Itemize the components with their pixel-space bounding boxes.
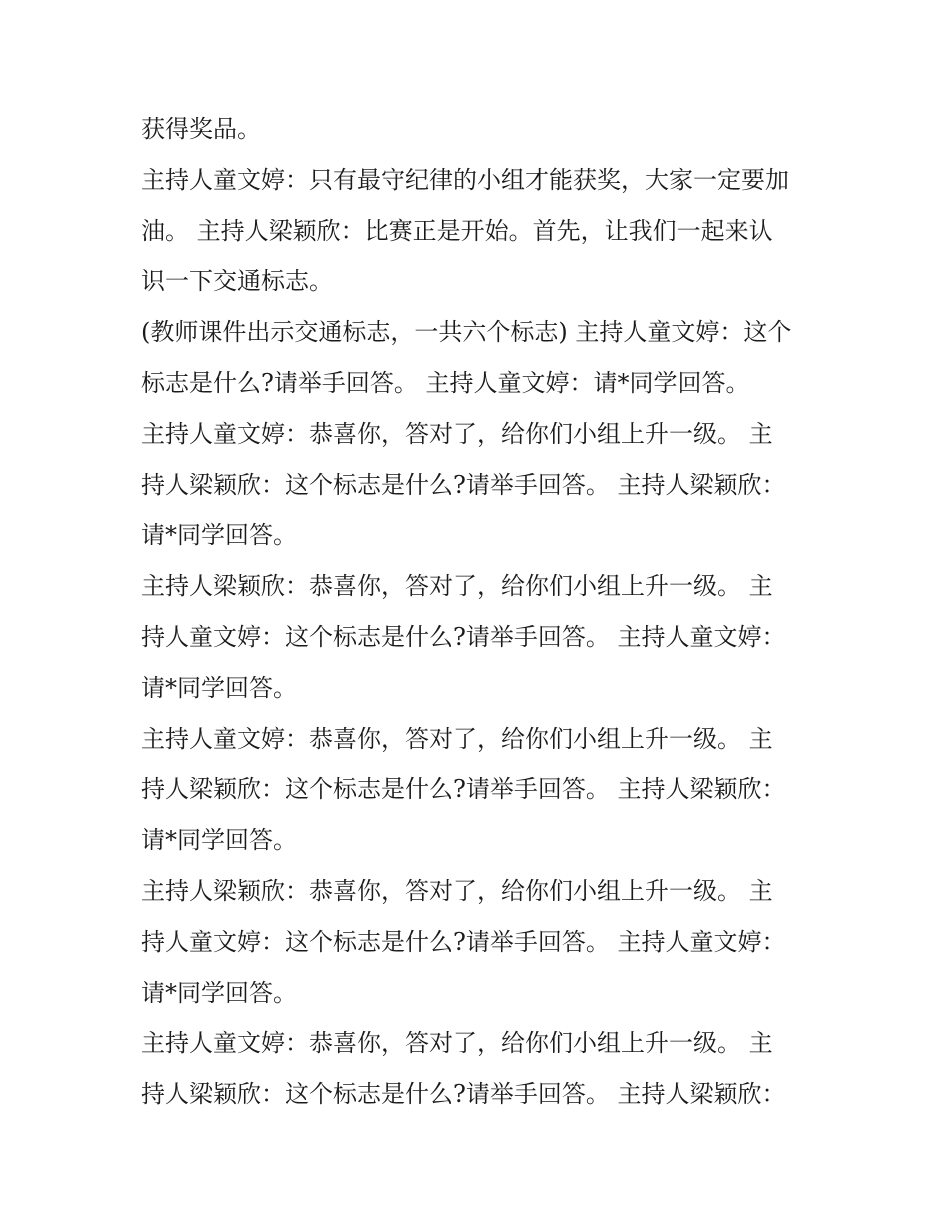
text-line: 请*同学回答。 (141, 978, 297, 1007)
document-body (141, 104, 816, 1120)
text-line: 主持人童文婷：恭喜你，答对了，给你们小组上升一级。 主 (141, 724, 773, 753)
text-line: 标志是什么?请举手回答。 主持人童文婷：请*同学回答。 (141, 368, 750, 397)
text-line: 主持人童文婷：恭喜你，答对了，给你们小组上升一级。 主 (141, 419, 773, 448)
text-line: 主持人梁颖欣：恭喜你，答对了，给你们小组上升一级。 主 (141, 876, 773, 905)
text-line: 持人梁颖欣：这个标志是什么?请举手回答。 主持人梁颖欣： (141, 470, 786, 499)
text-line: 识一下交通标志。 (141, 267, 333, 296)
text-line: 持人童文婷：这个标志是什么?请举手回答。 主持人童文婷： (141, 622, 786, 651)
text-line: 持人梁颖欣：这个标志是什么?请举手回答。 主持人梁颖欣： (141, 775, 786, 804)
text-line: 获得奖品。 (141, 115, 261, 143)
text-line: 主持人童文婷：恭喜你，答对了，给你们小组上升一级。 主 (141, 1029, 773, 1058)
text-line: 油。 主持人梁颖欣：比赛正是开始。首先，让我们一起来认 (141, 216, 773, 245)
text-line: 请*同学回答。 (141, 826, 297, 855)
text-line: 请*同学回答。 (141, 521, 297, 550)
text-line: 主持人童文婷：只有最守纪律的小组才能获奖，大家一定要加 (141, 165, 789, 194)
text-line: (教师课件出示交通标志，一共六个标志) 主持人童文婷：这个 (141, 318, 792, 347)
text-line: 请*同学回答。 (141, 673, 297, 702)
text-line: 持人梁颖欣：这个标志是什么?请举手回答。 主持人梁颖欣： (141, 1080, 786, 1109)
text-line: 持人童文婷：这个标志是什么?请举手回答。 主持人童文婷： (141, 927, 786, 956)
text-line: 主持人梁颖欣：恭喜你，答对了，给你们小组上升一级。 主 (141, 572, 773, 601)
